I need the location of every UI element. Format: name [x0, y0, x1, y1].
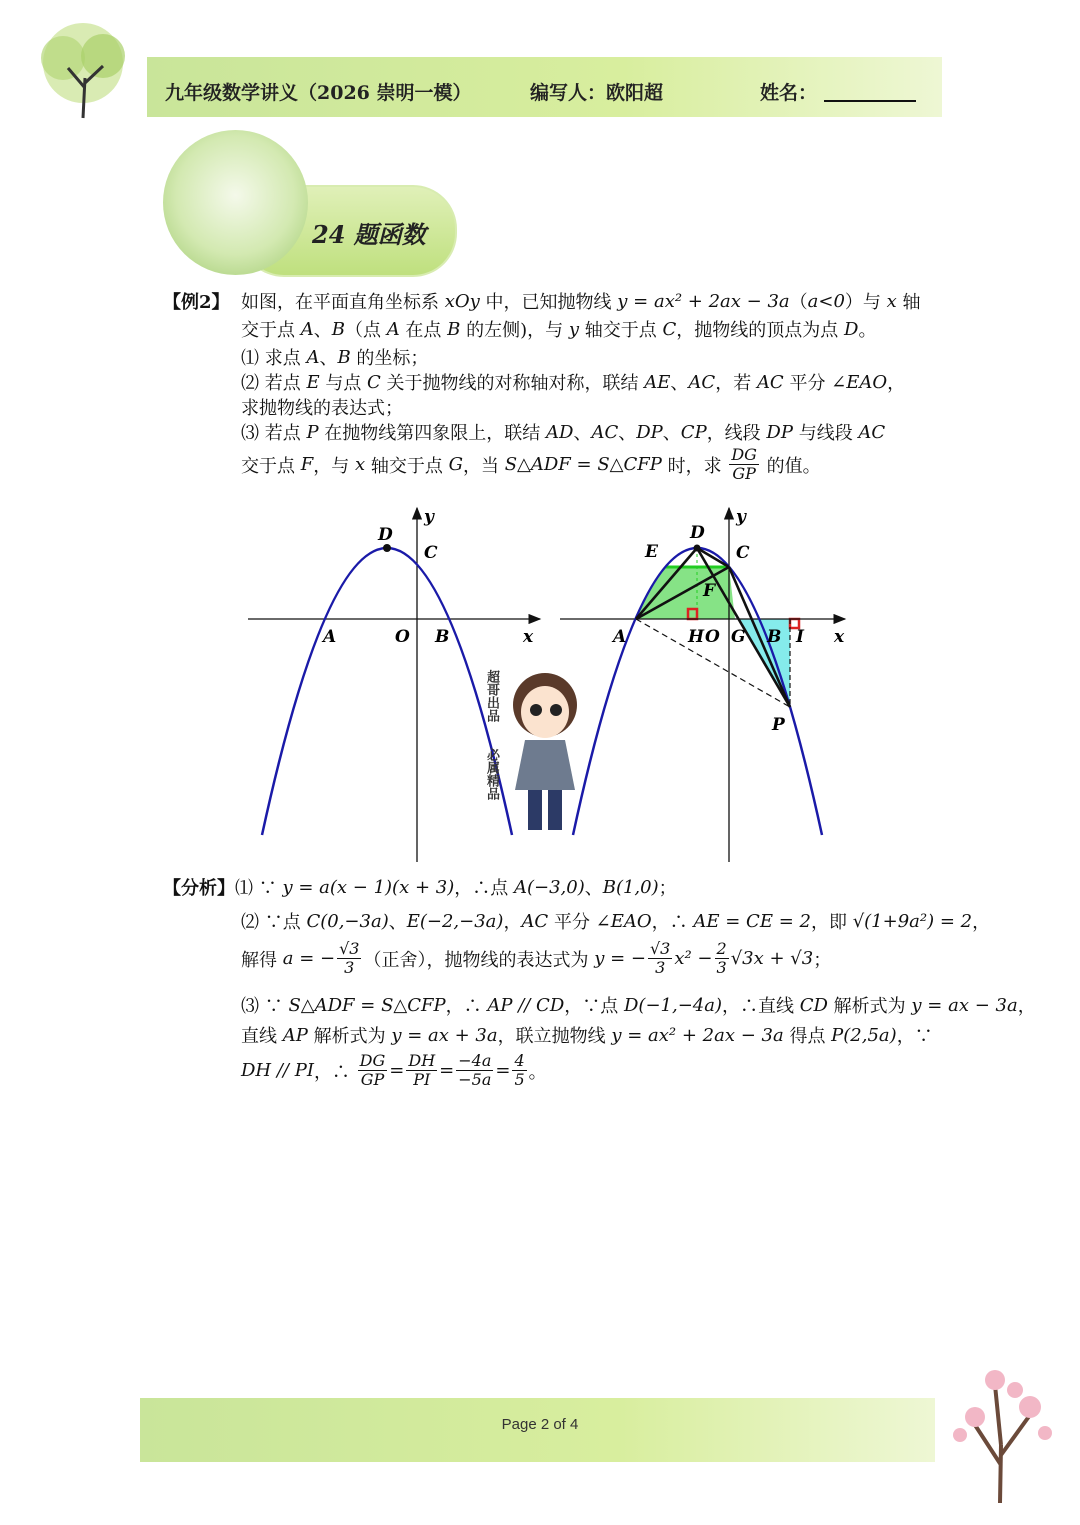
- math-expression: DH // PI: [241, 1060, 314, 1082]
- math-expression: AC: [688, 371, 716, 393]
- problem-tag: 【例2】: [163, 292, 230, 313]
- analysis-line: [241, 940, 831, 978]
- text-segment: 交于点: [241, 455, 301, 477]
- label-P: P: [772, 715, 785, 735]
- text-segment: 求抛物线的表达式；: [241, 398, 403, 419]
- text-segment: 。: [858, 320, 877, 341]
- analysis-line: [235, 874, 677, 900]
- math-expression: y: [568, 318, 580, 340]
- header-author: 编写人：欧阳超: [530, 82, 664, 104]
- label-B: B: [767, 627, 782, 647]
- text-segment: ，与: [313, 455, 355, 477]
- math-expression: C: [367, 371, 381, 393]
- math-expression: AP // CD: [487, 994, 565, 1016]
- text-segment: 轴交于点: [579, 320, 663, 341]
- label-G: G: [731, 627, 746, 647]
- math-expression: AP: [282, 1024, 308, 1046]
- mascot-caption-2: 必属精品: [484, 748, 499, 800]
- text-segment: ，∴: [445, 996, 488, 1017]
- text-segment: ⑴ ∵: [235, 878, 283, 899]
- math-expression: ∠EAO: [831, 371, 888, 393]
- fraction: [456, 1052, 493, 1090]
- text-segment: 解析式为: [307, 1026, 392, 1047]
- math-expression: x: [886, 290, 897, 312]
- text-segment: 解析式为: [827, 996, 912, 1017]
- analysis-line: [241, 1052, 547, 1090]
- label-x: x: [523, 627, 534, 647]
- label-O: O: [705, 627, 720, 647]
- text-segment: 、: [573, 423, 592, 444]
- math-expression: y = a(x − 1)(x + 3): [282, 876, 455, 898]
- fraction-den: 3: [716, 958, 727, 978]
- header-title: 九年级数学讲义（2026 崇明一模）: [165, 82, 472, 104]
- math-expression: DP: [766, 421, 793, 443]
- text-segment: 的值。: [760, 455, 821, 477]
- fraction-den: 5: [514, 1070, 525, 1090]
- math-expression: E: [306, 371, 320, 393]
- text-segment: 与点: [319, 373, 368, 394]
- math-expression: x: [354, 454, 366, 476]
- blossom-tree-icon: [935, 1355, 1065, 1505]
- fraction: [648, 940, 672, 978]
- math-expression: AC: [591, 421, 619, 443]
- parabola: [262, 548, 512, 835]
- header-name-label: 姓名：: [760, 82, 818, 104]
- text-segment: （: [789, 292, 808, 313]
- text-segment: ⑶ 若点: [241, 423, 307, 444]
- text-segment: 的坐标；: [350, 348, 429, 369]
- text-segment: ，∴直线: [721, 996, 800, 1017]
- math-expression: P: [306, 421, 319, 443]
- math-expression: √3x + √3: [730, 948, 814, 970]
- math-expression: CD: [799, 994, 828, 1016]
- math-expression: AE = CE = 2: [693, 910, 811, 932]
- fraction: [337, 940, 361, 978]
- text-segment: ，∴: [651, 912, 694, 933]
- text-segment: ，抛物线的顶点为点: [676, 320, 844, 341]
- text-segment: ；: [813, 949, 832, 971]
- math-expression: D(−1,−4a): [623, 994, 722, 1016]
- text-segment: ，: [972, 912, 991, 933]
- math-expression: AE: [644, 371, 671, 393]
- analysis-line: [241, 992, 1036, 1018]
- text-segment: ，联立抛物线: [497, 1026, 612, 1047]
- text-segment: 、: [618, 423, 637, 444]
- text-segment: 。: [528, 1061, 547, 1083]
- label-x: x: [834, 627, 845, 647]
- text-segment: 平分: [783, 373, 832, 394]
- text-segment: 关于抛物线的对称轴对称，联结: [380, 373, 645, 394]
- label-A: A: [613, 627, 627, 647]
- text-segment: ⑶ ∵: [241, 996, 289, 1017]
- text-segment: ；: [658, 878, 677, 899]
- text-segment: （点: [344, 320, 387, 341]
- fraction: [406, 1052, 437, 1090]
- label-H: H: [688, 627, 705, 647]
- text-segment: 如图，在平面直角坐标系: [241, 292, 445, 313]
- math-expression: B(1,0): [602, 876, 659, 898]
- math-expression: √(1+9a²) = 2: [852, 910, 973, 932]
- fraction-den: 3: [655, 958, 666, 978]
- math-expression: y = ax² + 2ax − 3a: [617, 290, 790, 312]
- fraction-num: 2: [716, 939, 727, 958]
- label-F: F: [703, 581, 716, 601]
- text-segment: ⑴ 求点: [241, 348, 307, 369]
- text-segment: ，∵: [896, 1026, 933, 1047]
- math-expression: B: [331, 318, 345, 340]
- math-expression: G: [448, 454, 463, 476]
- text-segment: ⑵ 若点: [241, 373, 307, 394]
- text-segment: ，当: [462, 455, 505, 477]
- math-expression: AD: [546, 421, 574, 443]
- text-segment: 、: [662, 423, 681, 444]
- fraction-den: GP: [732, 464, 756, 484]
- label-A: A: [323, 627, 337, 647]
- text-segment: =: [495, 1060, 511, 1082]
- math-expression: DP: [636, 421, 663, 443]
- text-segment: ，若: [715, 373, 757, 394]
- text-segment: 解得: [241, 949, 283, 971]
- math-expression: a = −: [282, 948, 336, 970]
- text-segment: 直线: [241, 1026, 283, 1047]
- mascot-illustration: [513, 673, 577, 830]
- math-expression: y = ax² + 2ax − 3a: [611, 1024, 784, 1046]
- fraction-num: DH: [408, 1051, 436, 1070]
- text-segment: 在点: [399, 320, 448, 341]
- math-expression: y = ax + 3a: [391, 1024, 498, 1046]
- math-expression: xOy: [444, 290, 480, 312]
- text-segment: 时，求: [661, 455, 728, 477]
- math-expression: AC: [756, 371, 784, 393]
- math-expression: F: [300, 454, 314, 476]
- math-expression: C: [662, 318, 677, 340]
- math-expression: C(0,−3a): [306, 910, 389, 932]
- label-D: D: [690, 523, 705, 543]
- text-segment: ，∴: [313, 1061, 356, 1083]
- math-expression: a<0: [807, 290, 845, 312]
- math-expression: E(−2,−3a): [406, 910, 504, 932]
- text-segment: ，: [887, 373, 906, 394]
- text-segment: 平分: [548, 912, 596, 933]
- text-segment: ，∴点: [454, 878, 514, 899]
- text-segment: ，线段: [706, 423, 767, 444]
- math-expression: A: [300, 318, 314, 340]
- label-y: y: [736, 507, 746, 527]
- label-C: C: [424, 543, 438, 563]
- math-expression: A: [306, 346, 320, 368]
- fraction-num: √3: [649, 939, 671, 958]
- page-number: Page 2 of 4: [501, 1416, 579, 1433]
- analysis-tag: 【分析】: [163, 878, 235, 899]
- label-y: y: [424, 507, 434, 527]
- math-expression: S△ADF = S△CFP: [504, 454, 662, 476]
- text-segment: 轴交于点: [365, 455, 449, 477]
- text-segment: 、: [584, 878, 603, 899]
- label-E: E: [645, 542, 658, 562]
- math-expression: S△ADF = S△CFP: [288, 994, 446, 1016]
- text-segment: ⑵ ∵点: [241, 912, 307, 933]
- math-expression: A: [386, 318, 400, 340]
- text-segment: 、: [388, 912, 407, 933]
- vertex-point: [383, 544, 391, 552]
- text-segment: =: [389, 1060, 405, 1082]
- text-segment: 交于点: [241, 320, 301, 341]
- fraction: [715, 940, 729, 978]
- text-segment: （正舍），抛物线的表达式为: [363, 949, 595, 971]
- text-segment: ，即: [810, 912, 853, 933]
- label-I: I: [796, 627, 804, 647]
- math-expression: B: [337, 346, 351, 368]
- math-expression: B: [447, 318, 461, 340]
- text-segment: 、: [670, 373, 689, 394]
- fraction-num: √3: [339, 939, 360, 958]
- text-segment: =: [439, 1060, 455, 1082]
- analysis-line: [241, 908, 990, 934]
- math-expression: AC: [858, 421, 886, 443]
- text-segment: ，∵点: [564, 996, 624, 1017]
- math-expression: AC: [521, 910, 549, 932]
- section-title: 24 题函数: [312, 220, 426, 249]
- fraction-den: −5a: [458, 1070, 492, 1090]
- text-segment: 、: [313, 320, 332, 341]
- mascot-caption-1: 超哥出品: [484, 670, 499, 722]
- math-expression: A(−3,0): [513, 876, 585, 898]
- text-segment: 中，已知抛物线: [479, 292, 618, 313]
- label-O: O: [395, 627, 410, 647]
- label-B: B: [435, 627, 450, 647]
- fraction-den: 3: [344, 958, 355, 978]
- math-expression: ∠EAO: [595, 910, 652, 932]
- math-expression: D: [844, 318, 859, 340]
- fraction-num: −4a: [458, 1051, 492, 1070]
- fraction-num: 4: [514, 1051, 525, 1070]
- fraction: [512, 1052, 526, 1090]
- math-expression: y = −: [594, 948, 646, 970]
- text-segment: 得点: [783, 1026, 832, 1047]
- text-segment: 、: [319, 348, 338, 369]
- text-segment: 在抛物线第四象限上，联结: [318, 423, 547, 444]
- text-segment: 轴: [896, 292, 921, 313]
- fraction-num: DG: [731, 445, 757, 464]
- label-D: D: [378, 525, 393, 545]
- text-segment: ，: [1017, 996, 1036, 1017]
- label-C: C: [736, 543, 750, 563]
- math-expression: CP: [680, 421, 707, 443]
- fraction: [358, 1052, 388, 1090]
- text-segment: ）与: [844, 292, 887, 313]
- math-expression: x² −: [674, 948, 713, 970]
- text-segment: ，: [503, 912, 522, 933]
- fraction-den: GP: [360, 1070, 385, 1090]
- fraction-den: PI: [413, 1070, 431, 1090]
- math-expression: y = ax − 3a: [911, 994, 1018, 1016]
- figure-right: [560, 507, 845, 862]
- fraction-num: DG: [359, 1051, 386, 1070]
- text-segment: 与线段: [792, 423, 859, 444]
- text-segment: 的左侧)，与: [460, 320, 569, 341]
- analysis-line: [241, 1022, 933, 1048]
- math-expression: P(2,5a): [831, 1024, 897, 1046]
